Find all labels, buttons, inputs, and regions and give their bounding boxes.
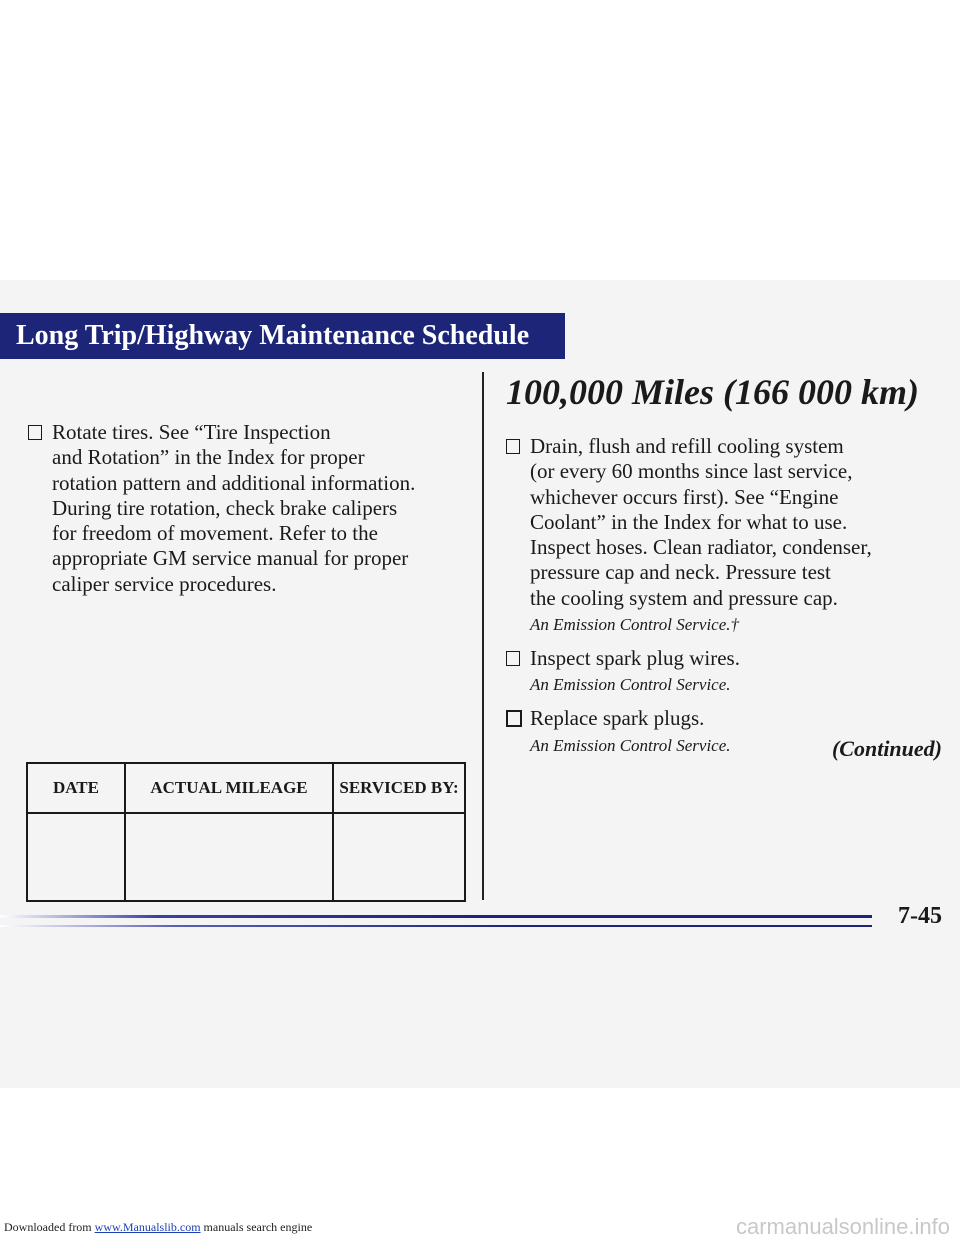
service-record-table bbox=[26, 762, 466, 902]
manualslib-link[interactable]: www.Manualslib.com bbox=[94, 1220, 201, 1234]
watermark: carmanualsonline.info bbox=[735, 1214, 950, 1239]
header-serviced-by: SERVICED BY: bbox=[339, 778, 459, 797]
checklist-item-spark-plug-wires bbox=[506, 646, 946, 671]
item-line: Drain, flush and refill cooling system bbox=[530, 434, 844, 458]
continued-label: (Continued) bbox=[831, 736, 942, 761]
right-column bbox=[506, 372, 946, 767]
checkbox-icon[interactable] bbox=[506, 710, 522, 727]
item-line: appropriate GM service manual for proper bbox=[52, 546, 409, 571]
checklist-item-spark-plugs bbox=[506, 706, 946, 731]
page-number: 7-45 bbox=[898, 903, 942, 929]
cell-serviced-by[interactable] bbox=[334, 814, 464, 902]
cell-actual-mileage[interactable] bbox=[126, 814, 334, 902]
checklist-item-rotate-tires bbox=[28, 420, 468, 597]
item-line: Inspect spark plug wires. bbox=[530, 646, 740, 671]
item-line: Inspect hoses. Clean radiator, condenser, bbox=[530, 535, 872, 560]
checklist-item-cooling-system bbox=[506, 434, 946, 611]
checkbox-icon[interactable] bbox=[506, 439, 520, 454]
download-credit bbox=[4, 1220, 312, 1235]
download-suffix: manuals search engine bbox=[200, 1220, 313, 1234]
footer-rule-thin bbox=[0, 925, 872, 927]
item-text bbox=[530, 434, 946, 611]
item-line: pressure cap and neck. Pressure test bbox=[530, 560, 831, 585]
item-line: Rotate tires. See “Tire Inspection bbox=[52, 420, 331, 444]
left-column bbox=[28, 420, 468, 597]
header-date: DATE bbox=[28, 764, 126, 812]
download-prefix: Downloaded from bbox=[4, 1220, 95, 1234]
item-line: and Rotation” in the Index for proper bbox=[52, 445, 365, 470]
item-line: for freedom of movement. Refer to the bbox=[52, 521, 378, 546]
item-line: the cooling system and pressure cap. bbox=[530, 585, 838, 610]
item-line: rotation pattern and additional information. bbox=[52, 470, 416, 495]
section-banner: Long Trip/Highway Maintenance Schedule bbox=[0, 313, 565, 359]
item-line: caliper service procedures. bbox=[52, 571, 277, 596]
item-line: Coolant” in the Index for what to use. bbox=[530, 509, 848, 534]
checkbox-icon[interactable] bbox=[506, 651, 520, 666]
emission-note: An Emission Control Service. bbox=[530, 675, 731, 695]
footer-rule bbox=[0, 915, 872, 918]
mileage-heading: 100,000 Miles (166 000 km) bbox=[506, 372, 919, 412]
item-line: Replace spark plugs. bbox=[530, 706, 705, 731]
emission-note: An Emission Control Service.† bbox=[530, 615, 740, 635]
column-divider bbox=[482, 372, 484, 900]
item-line: During tire rotation, check brake calipers bbox=[52, 495, 398, 520]
checkbox-icon[interactable] bbox=[28, 425, 42, 440]
table-row bbox=[28, 814, 464, 902]
item-text bbox=[52, 420, 468, 597]
item-line: whichever occurs first). See “Engine bbox=[530, 484, 839, 509]
emission-note: An Emission Control Service. bbox=[530, 735, 731, 755]
header-actual-mileage: ACTUAL MILEAGE bbox=[126, 764, 334, 812]
cell-date[interactable] bbox=[28, 814, 126, 902]
item-line: (or every 60 months since last service, bbox=[530, 459, 853, 484]
table-header-row bbox=[28, 764, 464, 814]
